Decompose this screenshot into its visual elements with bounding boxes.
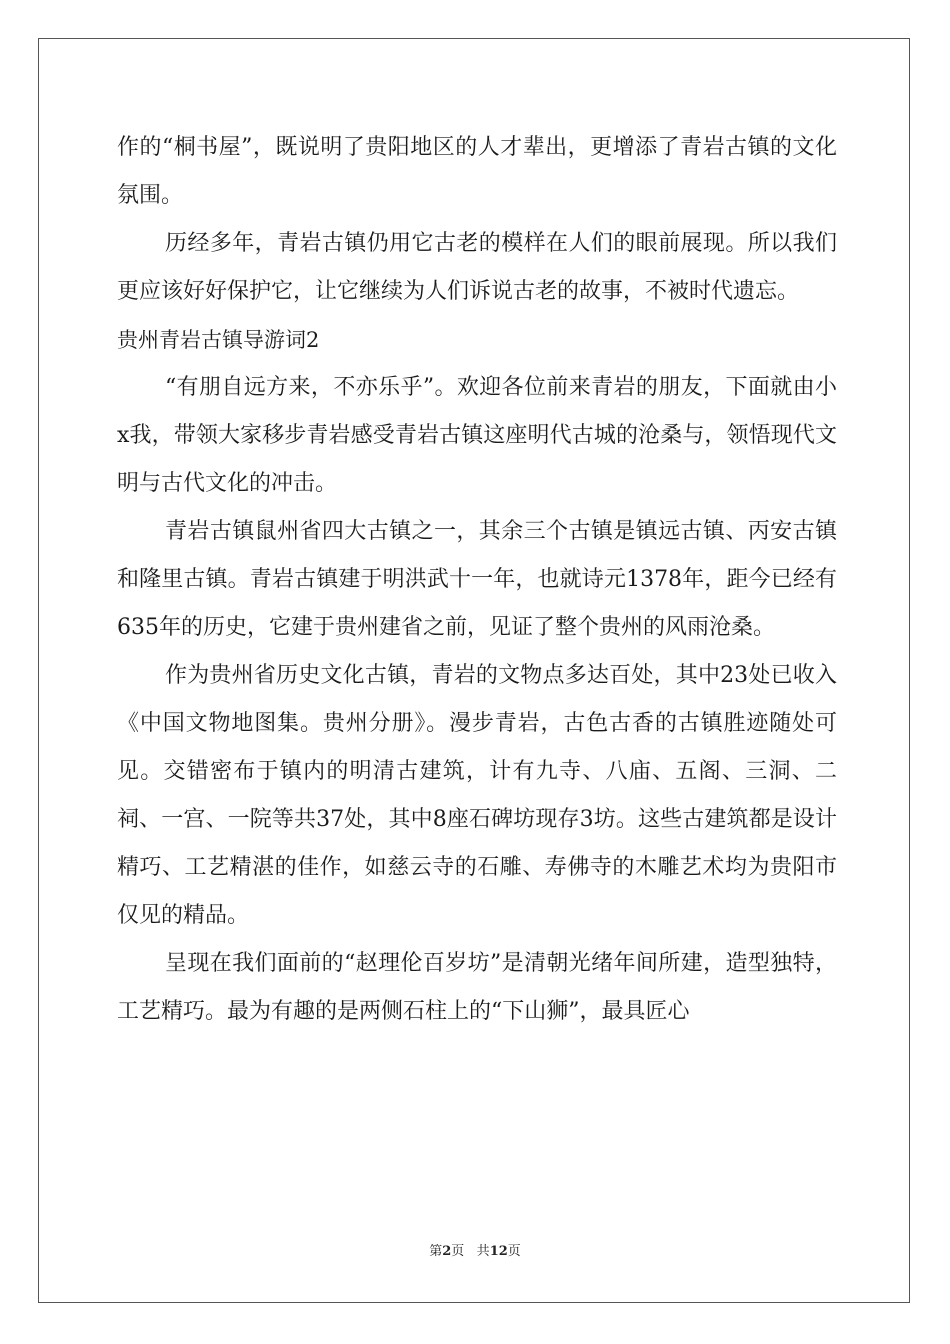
paragraph: 历经多年，青岩古镇仍用它古老的模样在人们的眼前展现。所以我们更应该好好保护它，让它继续为人们诉说古老的故事，不被时代遗忘。 [117, 231, 837, 304]
page-number: 2 [442, 1244, 452, 1259]
page-prefix: 第 [429, 1244, 443, 1259]
paragraph: “有朋自远方来，不亦乐乎”。欢迎各位前来青岩的朋友，下面就由小x我，带领大家移步青岩感受青岩古镇这座明代古城的沧桑与，领悟现代文明与古代文化的冲击。 [117, 375, 837, 496]
total-prefix: 共 [476, 1244, 490, 1259]
paragraph: 青岩古镇鼠州省四大古镇之一，其余三个古镇是镇远古镇、丙安古镇和隆里古镇。青岩古镇建于明洪武十一年，也就诗元1378年，距今已经有635年的历史，它建于贵州建省之前，见证了整个贵州的风雨沧桑。 [117, 519, 837, 640]
paragraph: 作为贵州省历史文化古镇，青岩的文物点多达百处，其中23处已收入《中国文物地图集。贵州分册》。漫步青岩，古色古香的古镇胜迹随处可见。交错密布于镇内的明清古建筑，计有九寺、八庙、五阁、三洞、二祠、一宫、一院等共37处，其中8座石碑坊现存3坊。这些古建筑都是设计精巧、工艺精湛的佳作，如慈云寺的石雕、寿佛寺的木雕艺术均为贵阳市仅见的精品。 [117, 663, 837, 928]
paragraph: 作的“桐书屋”，既说明了贵阳地区的人才辈出，更增添了青岩古镇的文化氛围。 [117, 135, 837, 208]
page-footer [0, 1240, 950, 1259]
document-body [117, 124, 837, 1036]
total-suffix: 页 [507, 1244, 521, 1259]
section-heading: 贵州青岩古镇导游词2 [117, 328, 320, 352]
paragraph: 呈现在我们面前的“赵理伦百岁坊”是清朝光绪年间所建，造型独特，工艺精巧。最为有趣的是两侧石柱上的“下山狮”，最具匠心 [117, 951, 837, 1024]
total-pages: 12 [489, 1244, 508, 1259]
page-suffix: 页 [451, 1244, 465, 1259]
